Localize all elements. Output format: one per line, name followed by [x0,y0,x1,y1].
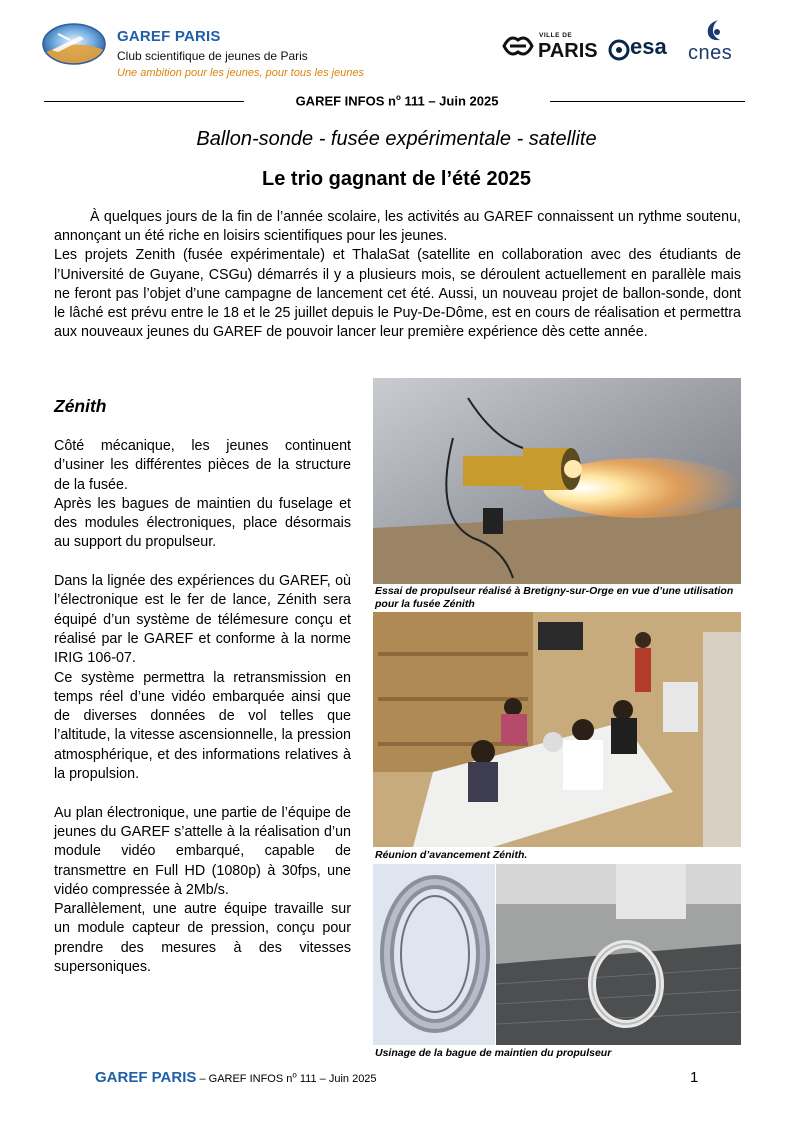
garef-logo [40,20,110,68]
article-subtitle: Ballon-sonde - fusée expérimentale - satellite [196,128,597,150]
footer-brand: GAREF PARIS [95,1069,197,1086]
paris-logo-small: VILLE DE [539,32,573,39]
body-paragraph: Ce système permettra la retransmission en temps réel d’une vidéo embarquée ainsi que de diverses données de vol telles que l’altitude, la vitesse ascensionnelle, la pression atmosphérique, et des informations relatives à la propulsion. [54,669,351,783]
photo-meeting [373,612,741,847]
paris-emblem-icon [500,30,536,62]
article-title: Le trio gagnant de l’été 2025 [262,168,531,190]
paris-logo [500,24,600,64]
body-column [54,437,351,977]
footer-text-prefix: – GAREF INFOS n [196,1073,293,1085]
intro-paragraph-1: À quelques jours de la fin de l’année scolaire, les activités au GAREF connaissent un rythme soutenu, annonçant un été riche en loisirs scientifiques pour les jeunes. [54,209,741,245]
caption-engine-test: Essai de propulseur réalisé à Bretigny-sur-Orge en vue d’une utilisation pour la fusée Zénith [375,585,734,610]
body-paragraph: Côté mécanique, les jeunes continuent d’usiner les différentes pièces de la structure de la fusée. [54,438,351,493]
photo-ring-machining [496,864,741,1045]
divider-left [44,101,244,102]
photo-ring-cad [373,864,495,1045]
esa-logo-text: esa [630,34,667,59]
intro-text [54,208,741,342]
caption-meeting: Réunion d’avancement Zénith. [375,849,528,861]
esa-logo [608,36,684,64]
issue-title [250,93,544,108]
body-paragraph: Dans la lignée des expériences du GAREF, où l’électronique est le fer de lance, Zénith sera équipé d’un système de télémesure conçu et réalisé par le GAREF et conforme à la norme IRIG 106-07. [54,573,351,667]
intro-paragraph-2: Les projets Zenith (fusée expérimentale) et ThalaSat (satellite en collaboration avec des étudiants de l’Université de Guyane, CSGu) démarrés il y a plusieurs mois, se déroulent actuellement en parallèle mais ne feront pas l’objet d’une campagne de lancement cet été. Aussi, un nouveau projet de ballon-sonde, dont le lâché est prévu entre le 18 et le 25 juillet depuis le Puy-De-Dôme, est en cours de réalisation et permettra aux nouveaux jeunes du GAREF de pouvoir lancer leur première expérience dès cette année. [54,247,741,341]
body-paragraph: Après les bagues de maintien du fuselage et des modules électroniques, place désormais au support du propulseur. [54,495,351,551]
cnes-emblem-icon [702,18,724,42]
body-paragraph: Parallèlement, une autre équipe travaille sur un module capteur de pression, conçu pour prendre des mesures à des vitesses supersoniques. [54,901,351,976]
brand-subtitle: Club scientifique de jeunes de Paris [117,49,308,63]
cnes-logo [688,18,744,66]
issue-title-sup: o [395,93,401,102]
section-heading: Zénith [54,396,107,416]
photo-engine-test [373,378,741,584]
footer-text-suffix: 111 – Juin 2025 [296,1073,377,1085]
footer [95,1069,377,1086]
brand-name: GAREF PARIS [117,28,221,45]
issue-title-suffix: 111 – Juin 2025 [400,93,499,109]
caption-ring-machining: Usinage de la bague de maintien du propulseur [375,1047,612,1059]
issue-title-prefix: GAREF INFOS n [295,93,396,109]
page-number: 1 [690,1069,699,1086]
paris-logo-text: PARIS [538,40,598,62]
divider-right [550,101,745,102]
footer-text-sup: o [292,1070,297,1080]
body-paragraph: Au plan électronique, une partie de l’équipe de jeunes du GAREF s’attelle à la réalisation d’un module vidéo embarqué, capable de transmettre en Full HD (1080p) à 30fps, une vidéo compressée à 2Mb/s. [54,804,351,898]
esa-emblem-icon [608,39,630,61]
cnes-logo-text: cnes [688,42,733,64]
brand-tagline: Une ambition pour les jeunes, pour tous les jeunes [117,67,365,79]
